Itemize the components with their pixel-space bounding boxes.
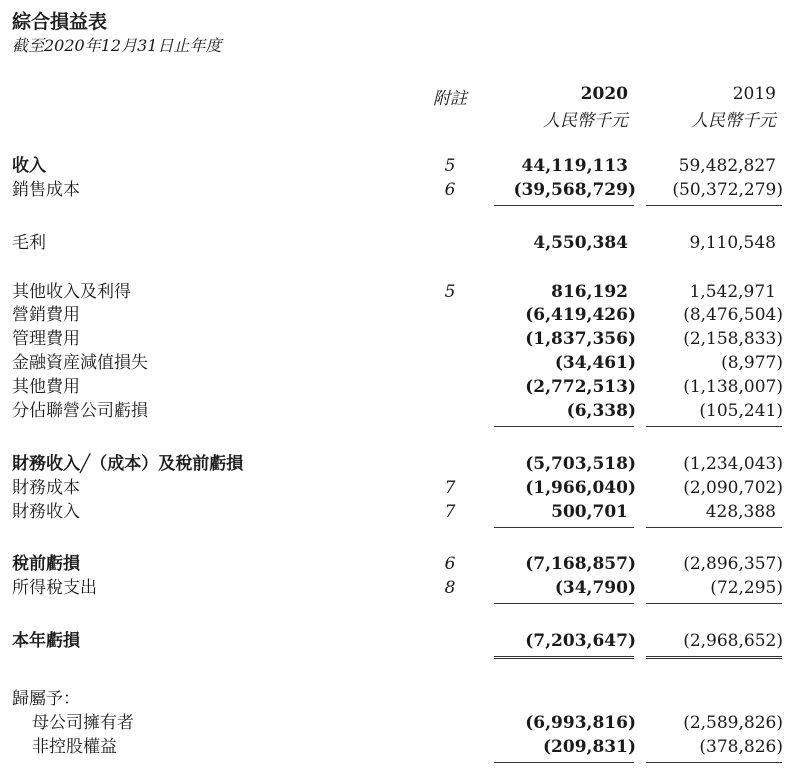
statement-period: 截至2020年12月31日止年度: [12, 36, 222, 55]
value-2020: 4,550,384: [533, 233, 628, 253]
value-2019: (2,158,833): [683, 329, 783, 349]
row-label: 財務收入: [12, 502, 80, 522]
subtotal-rule: [494, 603, 634, 604]
row-admin-expenses: [0, 327, 795, 351]
value-2020: 500,701: [551, 502, 628, 522]
row-attributable-to: [0, 687, 795, 711]
value-2019: (72,295): [710, 578, 783, 598]
row-label: 財務收入╱（成本）及稅前虧損: [12, 454, 244, 474]
row-loss-for-year: [0, 629, 795, 653]
value-2020: (1,837,356): [525, 329, 636, 349]
value-2020: 44,119,113: [521, 156, 628, 176]
subtotal-rule: [646, 426, 782, 427]
value-2019: (378,826): [699, 737, 783, 757]
row-loss-before-tax: [0, 552, 795, 576]
value-2019: 428,388: [705, 502, 776, 522]
value-2020: (7,168,857): [525, 554, 636, 574]
column-unit-2020: 人民幣千元: [543, 111, 628, 131]
value-2020: (34,461): [554, 353, 636, 373]
row-note: 6: [444, 554, 456, 574]
value-2019: 9,110,548: [689, 233, 776, 253]
row-label: 其他費用: [12, 377, 80, 397]
value-2020: 816,192: [551, 282, 628, 302]
value-2019: 59,482,827: [678, 156, 776, 176]
row-label: 毛利: [12, 233, 46, 253]
row-note: 6: [444, 180, 456, 200]
value-2019: 1,542,971: [689, 282, 776, 302]
subtotal-rule: [494, 762, 634, 763]
value-2019: (1,234,043): [683, 454, 783, 474]
row-note: 7: [444, 478, 456, 498]
row-label: 管理費用: [12, 329, 80, 349]
value-2019: (8,476,504): [683, 305, 783, 325]
subtotal-rule: [646, 205, 782, 206]
value-2019: (105,241): [699, 401, 783, 421]
value-2020: (1,966,040): [525, 478, 636, 498]
column-header-2020: 2020: [580, 84, 628, 104]
row-label: 分佔聯營公司虧損: [12, 401, 148, 421]
row-gross-profit: [0, 231, 795, 255]
row-share-of-associates-losses: [0, 399, 795, 423]
row-non-controlling-interests: [0, 735, 795, 759]
row-label: 營銷費用: [12, 305, 80, 325]
row-label: 所得稅支出: [12, 578, 97, 598]
subtotal-rule: [646, 762, 782, 763]
column-unit-2019: 人民幣千元: [691, 111, 776, 131]
row-label: 本年虧損: [12, 631, 80, 651]
row-label: 銷售成本: [12, 180, 80, 200]
row-label: 母公司擁有者: [32, 713, 134, 733]
value-2019: (8,977): [721, 353, 783, 373]
row-impairment-losses: [0, 351, 795, 375]
row-label: 歸屬予：: [12, 689, 80, 709]
row-finance-income: [0, 500, 795, 524]
subtotal-rule: [494, 527, 634, 528]
value-2020: (39,568,729): [513, 180, 636, 200]
row-owners-of-parent: [0, 711, 795, 735]
subtotal-rule: [494, 205, 634, 206]
row-label: 金融資産減值損失: [12, 353, 148, 373]
row-finance-costs: [0, 476, 795, 500]
row-label: 非控股權益: [32, 737, 117, 757]
row-other-income-gains: [0, 280, 795, 304]
value-2019: (2,589,826): [683, 713, 783, 733]
subtotal-rule: [646, 527, 782, 528]
value-2019: (50,372,279): [672, 180, 783, 200]
row-note: 5: [444, 282, 456, 302]
value-2020: (6,993,816): [525, 713, 636, 733]
row-income-tax: [0, 576, 795, 600]
total-double-rule: [646, 656, 782, 662]
row-label: 財務成本: [12, 478, 80, 498]
row-revenue: [0, 154, 795, 178]
value-2020: (7,203,647): [525, 631, 636, 651]
subtotal-rule: [646, 603, 782, 604]
row-label: 其他收入及利得: [12, 282, 131, 302]
value-2020: (6,419,426): [525, 305, 636, 325]
row-note: 8: [444, 578, 456, 598]
subtotal-rule: [494, 426, 634, 427]
value-2019: (2,968,652): [683, 631, 783, 651]
total-double-rule: [494, 656, 634, 662]
row-label: 收入: [12, 156, 46, 176]
value-2019: (1,138,007): [683, 377, 783, 397]
row-note: 5: [444, 156, 456, 176]
row-other-expenses: [0, 375, 795, 399]
value-2020: (6,338): [566, 401, 636, 421]
value-2019: (2,896,357): [683, 554, 783, 574]
value-2020: (5,703,518): [525, 454, 636, 474]
row-note: 7: [444, 502, 456, 522]
value-2020: (209,831): [543, 737, 636, 757]
value-2019: (2,090,702): [683, 478, 783, 498]
column-header-note: 附註: [433, 89, 467, 109]
row-selling-expenses: [0, 303, 795, 327]
column-header-2019: 2019: [732, 84, 776, 104]
value-2020: (34,790): [554, 578, 636, 598]
value-2020: (2,772,513): [525, 377, 636, 397]
row-label: 稅前虧損: [12, 554, 80, 574]
statement-title: 綜合損益表: [12, 11, 108, 33]
row-cost-of-sales: [0, 178, 795, 202]
row-finance-and-pretax-loss: [0, 452, 795, 476]
